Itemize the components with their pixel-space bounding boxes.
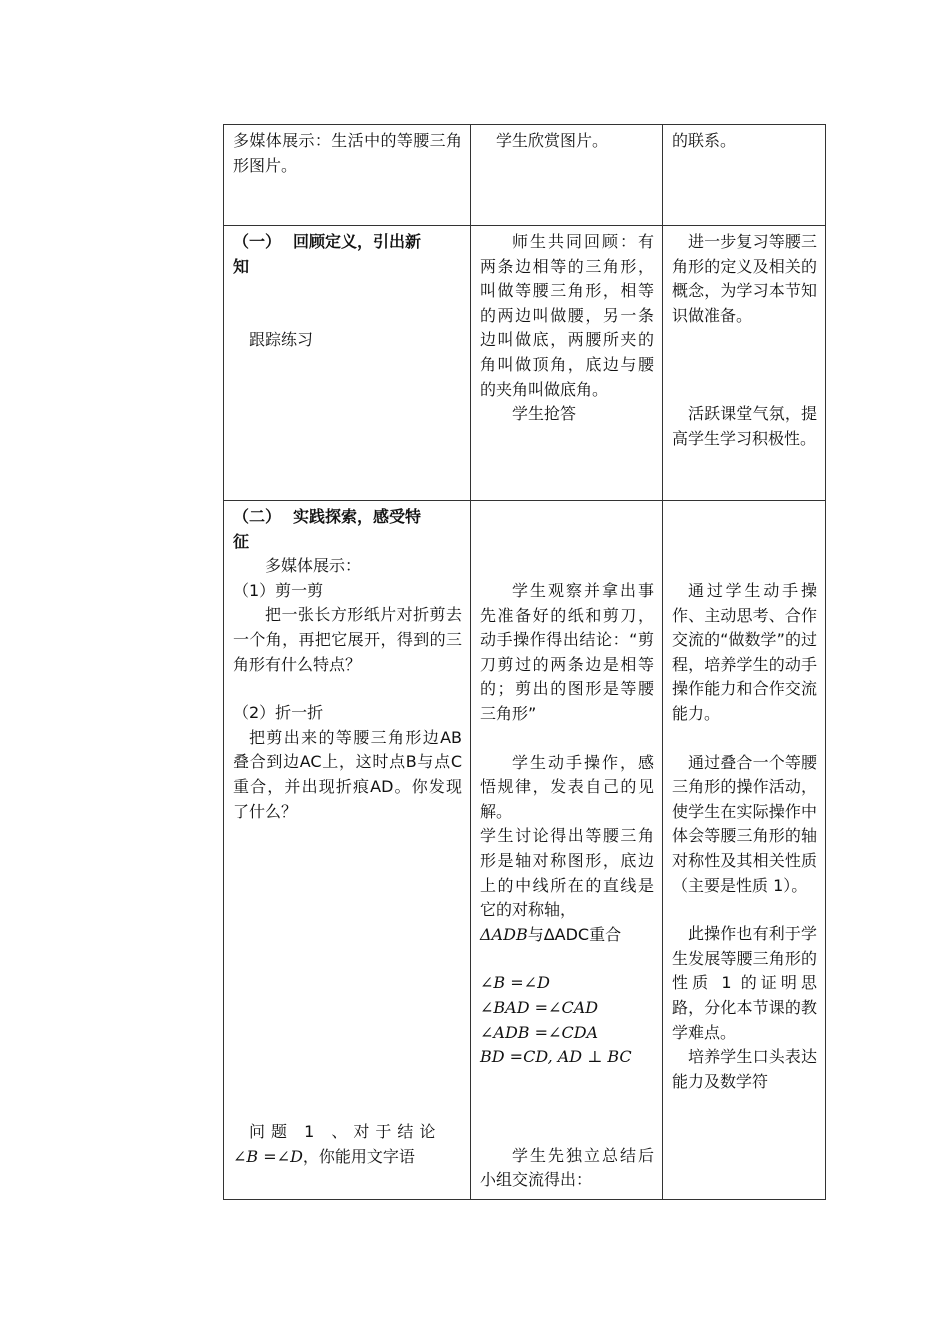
table-row [224,501,826,1200]
cell-text: 把一张长方形纸片对折剪去一个角，再把它展开，得到的三角形有什么特点？ [233,605,462,674]
cell-text: ，你能用文字语 [302,1146,415,1166]
cell-text: 学生先独立总结后小组交流得出： [480,1145,654,1190]
cell-text: 通过学生动手操作、主动思考、合作交流的“做数学”的过程，培养学生的动手操作能力和合作交流能力。 [672,581,817,723]
math-expression: ∠B =∠D [233,1146,303,1166]
teacher-activity-cell [224,125,471,226]
cell-text: 进一步复习等腰三角形的定义及相关的概念，为学习本节知识做准备。 [672,232,817,325]
student-activity-cell [471,226,663,501]
math-expression: BD =CD, AD ⊥ BC [480,1047,632,1067]
cell-text: 培养学生口头表达能力及数学符 [672,1047,817,1091]
section-title: 回顾定义，引出新 [293,232,422,251]
section-heading [233,505,462,530]
cell-text [233,1145,462,1170]
cell-text: 的联系。 [672,131,737,150]
section-title-continued: 知 [233,256,250,276]
cell-text: 学生动手操作，感悟规律，发表自己的见解。 [480,752,654,821]
section-number: （二） [233,507,282,526]
cell-text: 师生共同回顾：有两条边相等的三角形，叫做等腰三角形，相等的两边叫做腰，另一条边叫做底，两腰所夹的角叫做顶角，底边与腰的夹角叫做底角。 [480,232,654,399]
lesson-plan-table [223,124,826,1200]
cell-text: 与ΔADC重合 [527,924,622,944]
design-intent-cell [663,501,826,1200]
cell-text: 学生欣赏图片。 [496,131,609,150]
cell-text: 通过叠合一个等腰三角形的操作活动，使学生在实际操作中体会等腰三角形的轴对称性及其相关性质（主要是性质 1）。 [672,752,817,895]
cell-text: （2）折一折 [233,703,324,723]
section-number: （一） [233,232,282,251]
student-activity-cell [471,125,663,226]
cell-text: （1）剪一剪 [233,580,324,600]
table-row [224,125,826,226]
cell-text: 问题 1 、对于结论 [249,1122,442,1142]
math-expression: ∠ADB =∠CDA [480,1022,599,1042]
cell-text: 多媒体展示： [265,556,362,576]
design-intent-cell [663,226,826,501]
table-row [224,226,826,501]
section-heading [233,230,462,255]
math-expression: ∠B =∠D [480,973,550,993]
section-title-continued: 征 [233,531,250,551]
cell-text: 多媒体展示：生活中的等腰三角形图片。 [233,131,462,175]
cell-text: 此操作也有利于学生发展等腰三角形的性质 1 的证明思路，分化本节课的教学难点。 [672,924,817,1042]
math-expression: ΔADB [480,924,528,944]
student-activity-cell [471,501,663,1200]
teacher-activity-cell [224,501,471,1200]
cell-text: 活跃课堂气氛，提高学生学习积极性。 [672,404,817,448]
cell-text: 学生抢答 [512,404,577,424]
design-intent-cell [663,125,826,226]
cell-text: 学生讨论得出等腰三角形是轴对称图形，底边上的中线所在的直线是它的对称轴， [480,826,654,920]
cell-text: 跟踪练习 [249,330,314,350]
cell-text: 把剪出来的等腰三角形边AB叠合到边AC上，这时点B与点C重合，并出现折痕AD。你发现了什么？ [233,727,462,821]
section-title: 实践探索，感受特 [293,507,422,526]
teacher-activity-cell [224,226,471,501]
math-expression: ∠BAD =∠CAD [480,997,599,1017]
cell-text [480,923,654,948]
cell-text: 学生观察并拿出事先准备好的纸和剪刀，动手操作得出结论：“剪刀剪过的两条边是相等的；剪出的图形是等腰三角形” [480,581,654,723]
